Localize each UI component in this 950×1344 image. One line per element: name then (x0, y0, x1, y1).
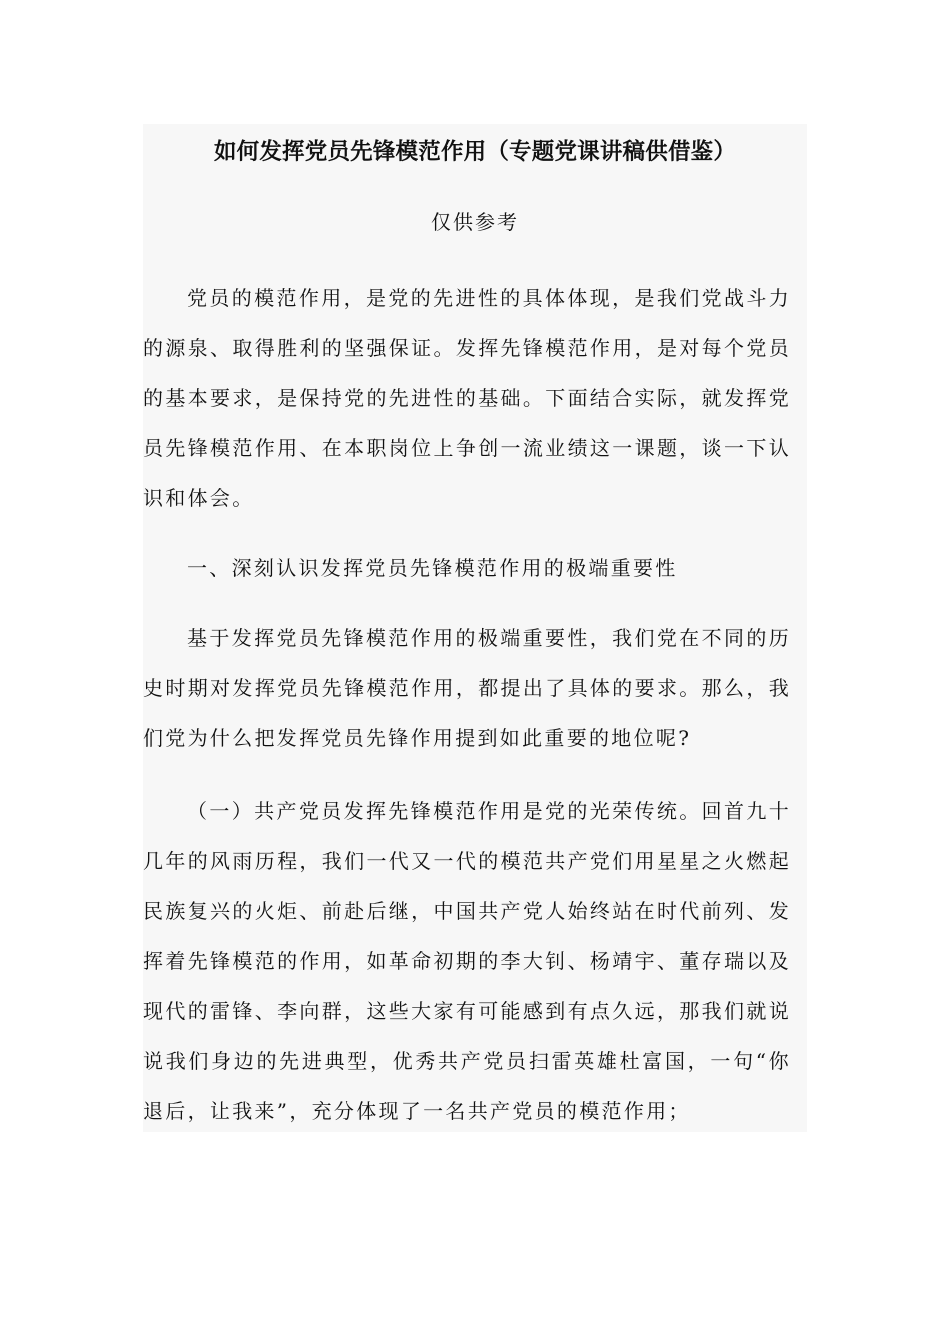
section-heading: 一、深刻认识发挥党员先锋模范作用的极端重要性 (187, 556, 678, 580)
document-title: 如何发挥党员先锋模范作用（专题党课讲稿供借鉴） (213, 139, 737, 165)
body-paragraph: （一）共产党员发挥先锋模范作用是党的光荣传统。回首九十几年的风雨历程，我们一代又一代的模范共产党们用星星之火燃起民族复兴的火炬、前赴后继，中国共产党人始终站在时代前列、发挥着先锋模范的作用，如革命初期的李大钊、杨靖宇、董存瑞以及现代的雷锋、李向群，这些大家有可能感到有点久远，那我们就说说我们身边的先进典型，优秀共产党员扫雷英雄杜富国，一句“你退后，让我来”，充分体现了一名共产党员的模范作用； (143, 799, 791, 1123)
intro-paragraph: 党员的模范作用，是党的先进性的具体体现，是我们党战斗力的源泉、取得胜利的坚强保证。发挥先锋模范作用，是对每个党员的基本要求，是保持党的先进性的基础。下面结合实际，就发挥党员先锋模范作用、在本职岗位上争创一流业绩这一课题，谈一下认识和体会。 (143, 286, 791, 510)
document-subtitle: 仅供参考 (431, 210, 519, 234)
document-body (143, 124, 807, 1132)
body-paragraph: 基于发挥党员先锋模范作用的极端重要性，我们党在不同的历史时期对发挥党员先锋模范作用，都提出了具体的要求。那么，我们党为什么把发挥党员先锋作用提到如此重要的地位呢? (143, 626, 791, 750)
